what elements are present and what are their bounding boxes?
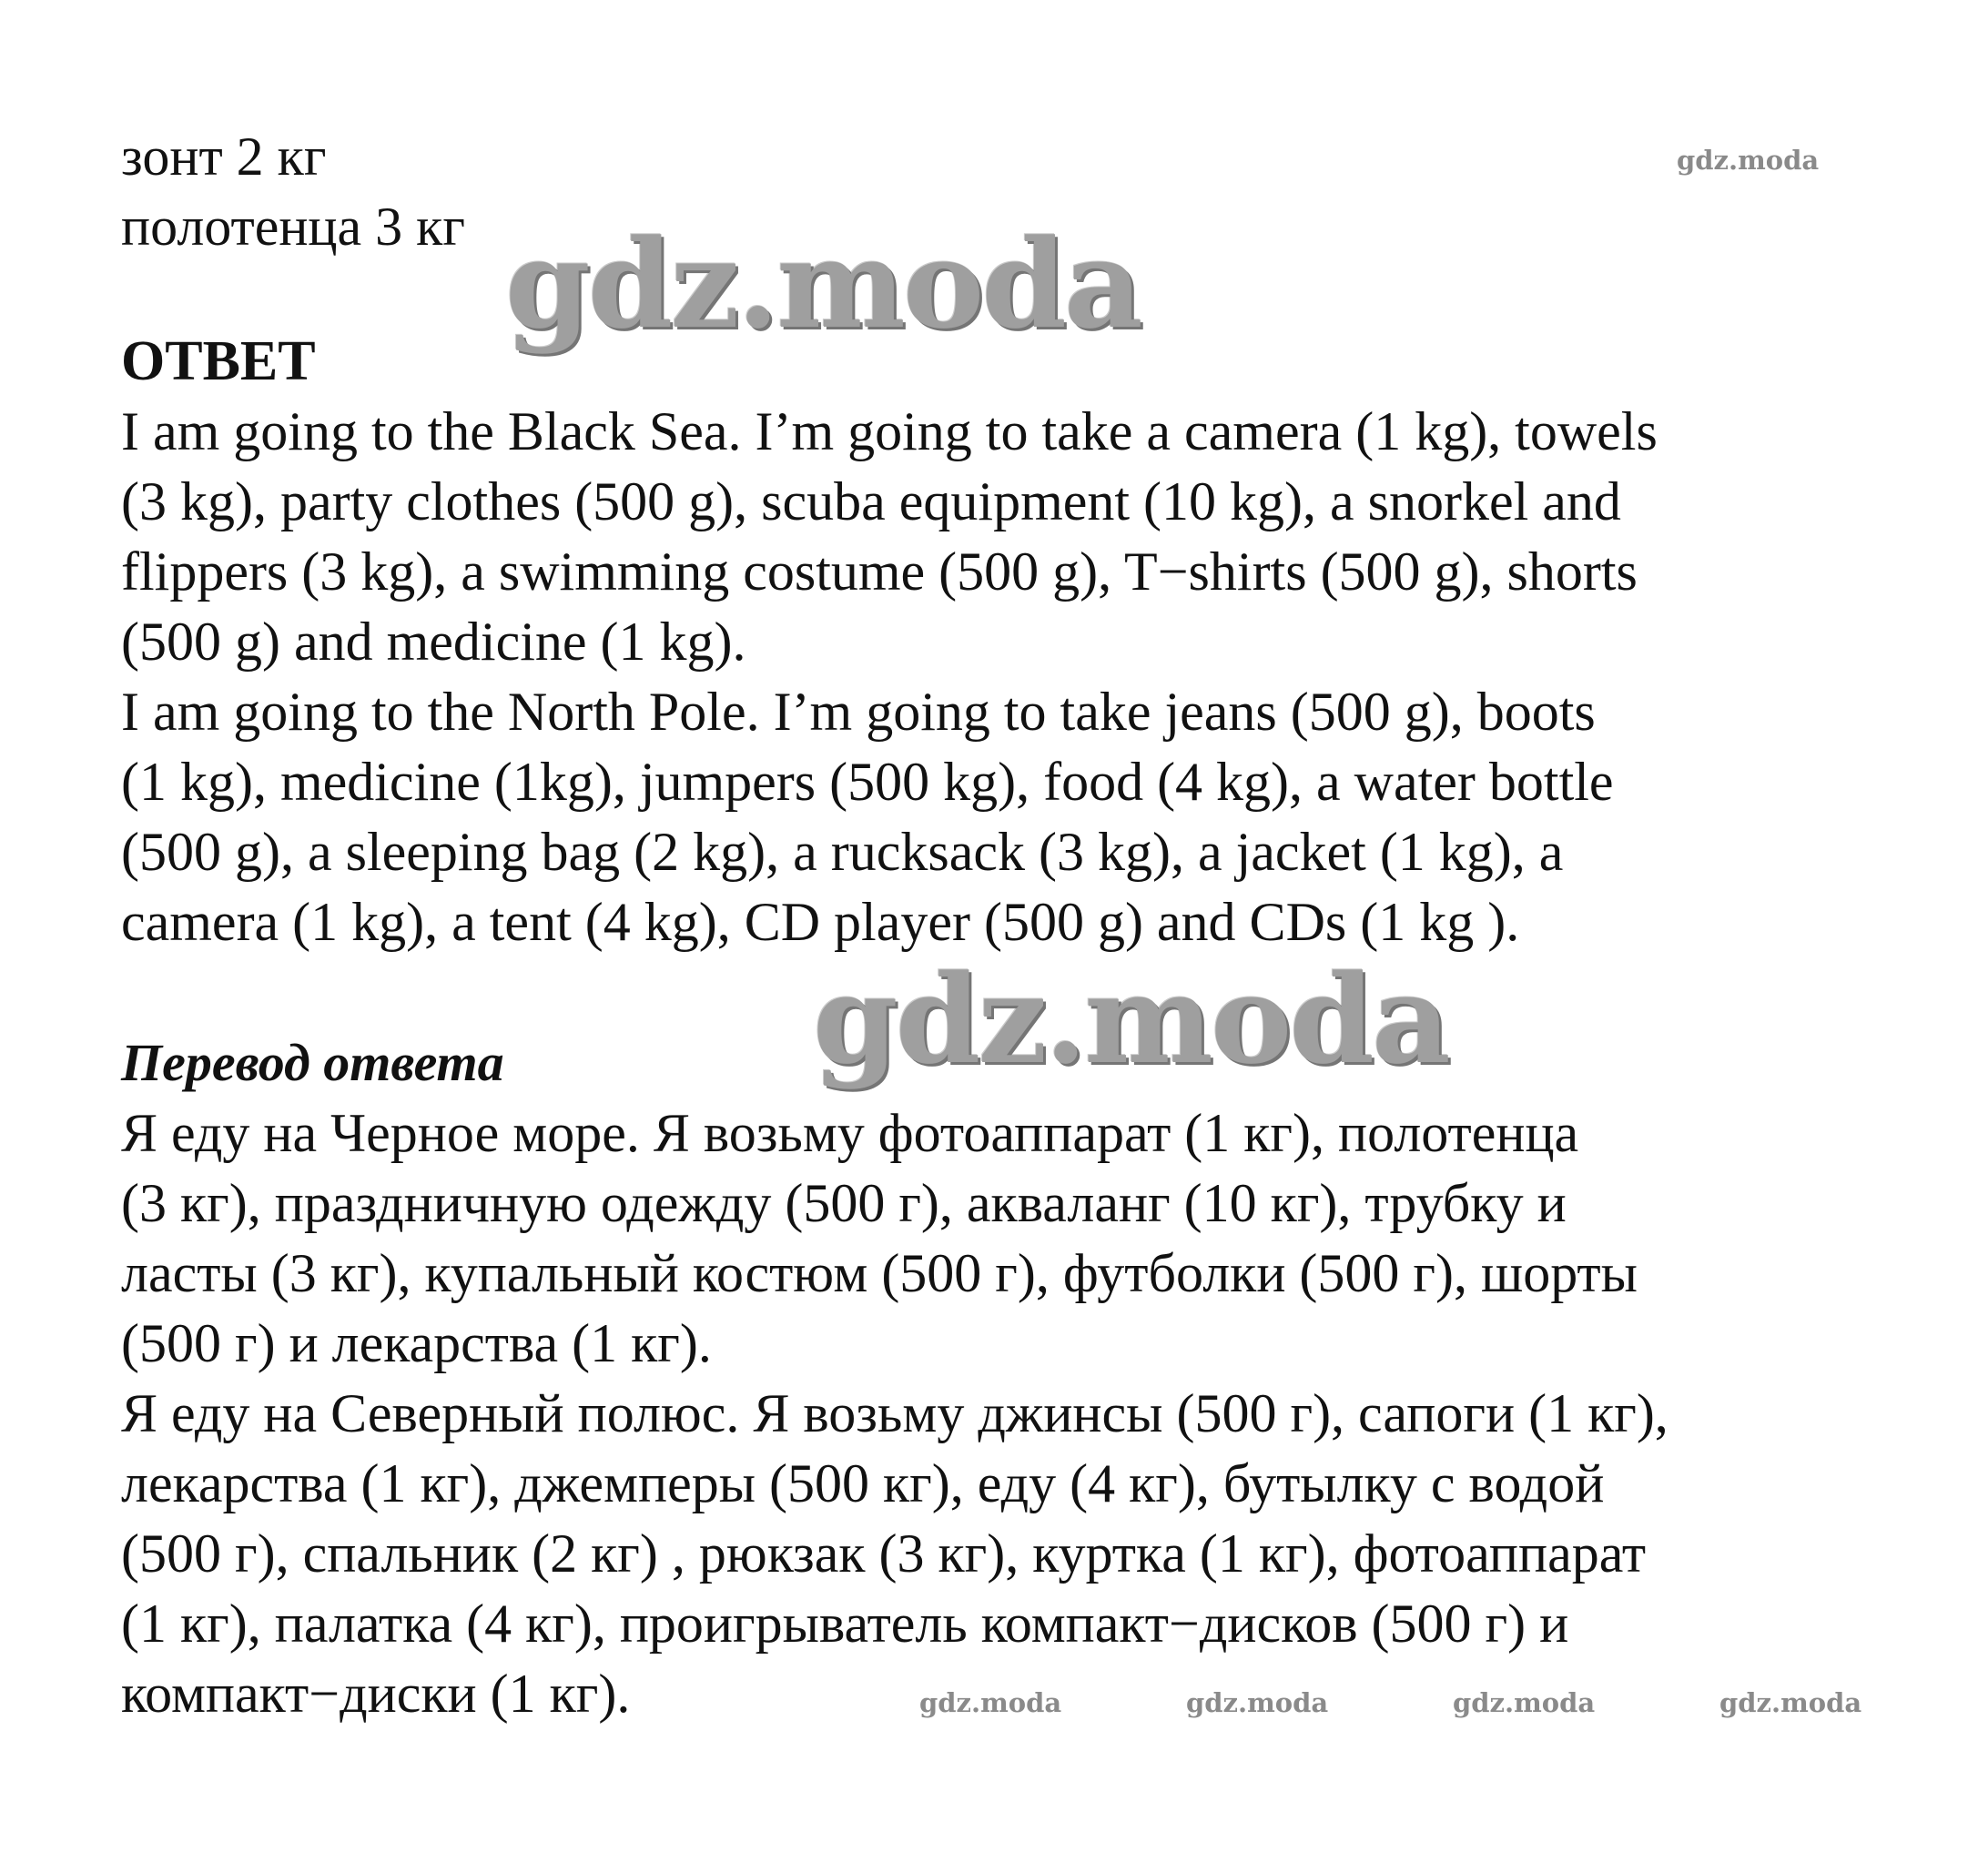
translation-heading: Перевод ответа — [121, 1033, 504, 1092]
top-line-umbrella: зонт 2 кг — [121, 127, 327, 187]
translation-line: ласты (3 кг), купальный костюм (500 г), футболки (500 г), шорты — [121, 1243, 1638, 1303]
answer-line: (1 kg), medicine (1kg), jumpers (500 kg), food (4 kg), a water bottle — [121, 752, 1614, 812]
answer-line: I am going to the North Pole. I’m going to take jeans (500 g), boots — [121, 682, 1596, 742]
translation-line: (500 г), спальник (2 кг) , рюкзак (3 кг), куртка (1 кг), фотоаппарат — [121, 1523, 1647, 1584]
translation-line: (3 кг), праздничную одежду (500 г), акваланг (10 кг), трубку и — [121, 1173, 1567, 1233]
translation-line: Я еду на Северный полюс. Я возьму джинсы (500 г), сапоги (1 кг), — [121, 1383, 1668, 1443]
answer-line: camera (1 kg), a tent (4 kg), CD player (500 g) and CDs (1 kg ). — [121, 892, 1520, 952]
translation-line: лекарства (1 кг), джемперы (500 кг), еду (4 кг), бутылку с водой — [121, 1453, 1605, 1513]
watermark-small-top: gdz.moda — [1677, 145, 1820, 176]
translation-line: (500 г) и лекарства (1 кг). — [121, 1313, 712, 1373]
answer-line: (500 g) and medicine (1 kg). — [121, 612, 746, 672]
translation-line: компакт−диски (1 кг). — [121, 1664, 631, 1724]
answer-line: I am going to the Black Sea. I’m going to take a camera (1 kg), towels — [121, 401, 1658, 461]
top-line-towels: полотенца 3 кг — [121, 197, 465, 257]
watermark-small-bottom-1: gdz.moda — [919, 1687, 1062, 1718]
translation-line: (1 кг), палатка (4 кг), проигрыватель компакт−дисков (500 г) и — [121, 1594, 1569, 1654]
watermark-large-1: gdz.moda — [505, 212, 1141, 356]
watermark-small-bottom-3: gdz.moda — [1453, 1687, 1596, 1718]
answer-heading: ОТВЕТ — [121, 330, 316, 392]
watermark-large-2: gdz.moda — [813, 947, 1448, 1091]
answer-line: flippers (3 kg), a swimming costume (500 g), T−shirts (500 g), shorts — [121, 541, 1638, 602]
watermark-small-bottom-4: gdz.moda — [1719, 1687, 1862, 1718]
translation-line: Я еду на Черное море. Я возьму фотоаппарат (1 кг), полотенца — [121, 1103, 1579, 1163]
answer-line: (3 kg), party clothes (500 g), scuba equipment (10 kg), a snorkel and — [121, 471, 1621, 531]
answer-line: (500 g), a sleeping bag (2 kg), a rucksack (3 kg), a jacket (1 kg), a — [121, 822, 1564, 882]
watermark-small-bottom-2: gdz.moda — [1186, 1687, 1329, 1718]
